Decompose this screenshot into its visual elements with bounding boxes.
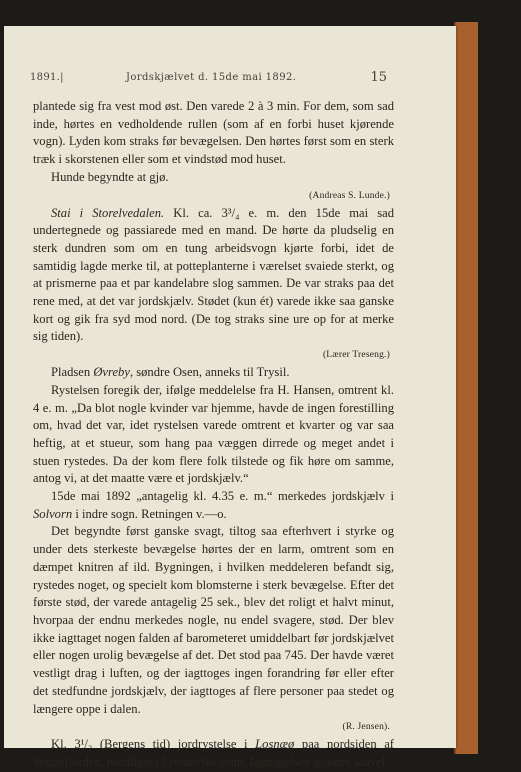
paragraph-text: , søndre Osen, anneks til Trysil. bbox=[129, 365, 290, 380]
paragraph bbox=[33, 488, 394, 523]
paragraph-text: paa nordsiden af Sognefjorden, nordligst i Eivindviks sogn. Iagttagelsen gjordes saavel bbox=[33, 737, 394, 769]
paragraph-text: Kl. 3¹/₂ (Bergens tid) jordrystelse i bbox=[51, 737, 256, 752]
place-name: Solvorn bbox=[33, 506, 73, 521]
header-year: 1891.| bbox=[30, 72, 64, 83]
place-name: Øvreby bbox=[93, 365, 130, 380]
paragraph-text: i indre sogn. Retningen v.—o. bbox=[72, 506, 227, 521]
running-header bbox=[30, 70, 387, 88]
paragraph: plantede sig fra vest mod øst. Den varede 2 à 3 min. For dem, som sad inde, hørtes en vedholdende rullen (som af en forbi huset kjørende vogn). Lyden kom straks før bevægelsen. Den hørtes først som en sterk træk i skorstenen eller som et vindstød mod huset. bbox=[33, 99, 394, 167]
paragraph-text: Kl. ca. 3³/₄ e. m. den 15de mai sad undertegnede og passiarede med en mand. De hørte da pludselig en sterk dundren som om en tung arbeidsvogn kjørte forbi, idet de samtidig lagde merke til, at potteplanterne i værelset svaiede sterkt, og at prismerne paa et par kandelabre slog sammen. De var straks paa det rene med, at det var jordskjælv. Stødet (kun ét) varede ikke saa ganske kort og gik fra syd mod nord. (De tog straks sine ure op for at merke sig tiden). bbox=[33, 205, 394, 344]
paragraph: Rystelsen foregik der, ifølge meddelelse fra H. Hansen, omtrent kl. 4 e. m. „Da blot nogle kvinder var hjemme, havde de ingen forestilling om, hvad det var, idet rystelsen varede omtrent et kvarter og var saa heftig, at et stueur, som hang paa væggen dirrede og meget andet i stuen rystedes. Da der kom flere folk tilstede og fik høre om samme, antog vi, at det maatte være et jordskjælv.“ bbox=[33, 382, 394, 486]
paragraph: Hunde begyndte at gjø. bbox=[51, 169, 169, 184]
place-name: Losnæø bbox=[255, 737, 295, 752]
paragraph-text: Pladsen bbox=[51, 365, 94, 380]
signature: (R. Jensen). bbox=[342, 722, 390, 733]
paragraph-text: 15de mai 1892 „antagelig kl. 4.35 e. m.“ merkedes jordskjælv i bbox=[51, 489, 394, 504]
page-body bbox=[33, 98, 394, 772]
paragraph bbox=[33, 205, 394, 347]
place-name: Stai i Storelvedalen. bbox=[51, 205, 165, 220]
paragraph bbox=[33, 364, 394, 382]
book-cover-edge bbox=[454, 22, 478, 754]
signature: (Lærer Treseng.) bbox=[322, 350, 390, 361]
page-number: 15 bbox=[370, 70, 387, 85]
signature: (Andreas S. Lunde.) bbox=[309, 190, 390, 201]
paragraph bbox=[33, 736, 394, 771]
book-page bbox=[4, 26, 456, 769]
header-title: Jordskjælvet d. 15de mai 1892. bbox=[126, 72, 297, 83]
paragraph: Det begyndte først ganske svagt, tiltog saa efterhvert i styrke og under dets sterkeste bevægelse hørtes der en larm, omtrent som en dæmpet knitren af ild. Bygningen, i hvilken meddeleren befandt sig, rystedes noget, og specielt kom blomsterne i sterk bevægelse. Efter det første stød, der varede antagelig 25 sek., blev det roligt et halvt minut, hvorpaa der endnu merkedes nogle, nu endel svagere, stød. Der blev ikke iagttaget nogen falden af barometeret umiddelbart før jordskjælvet eller nogen urolig bevægelse af det. Det stod paa 745. Der havde været vestligt drag i luften, og der iagttoges ingen forandring før eller efter det stedfundne jordskjælv, der iagttoges af flere personer paa stedet og længere oppe i dalen. bbox=[33, 524, 394, 716]
